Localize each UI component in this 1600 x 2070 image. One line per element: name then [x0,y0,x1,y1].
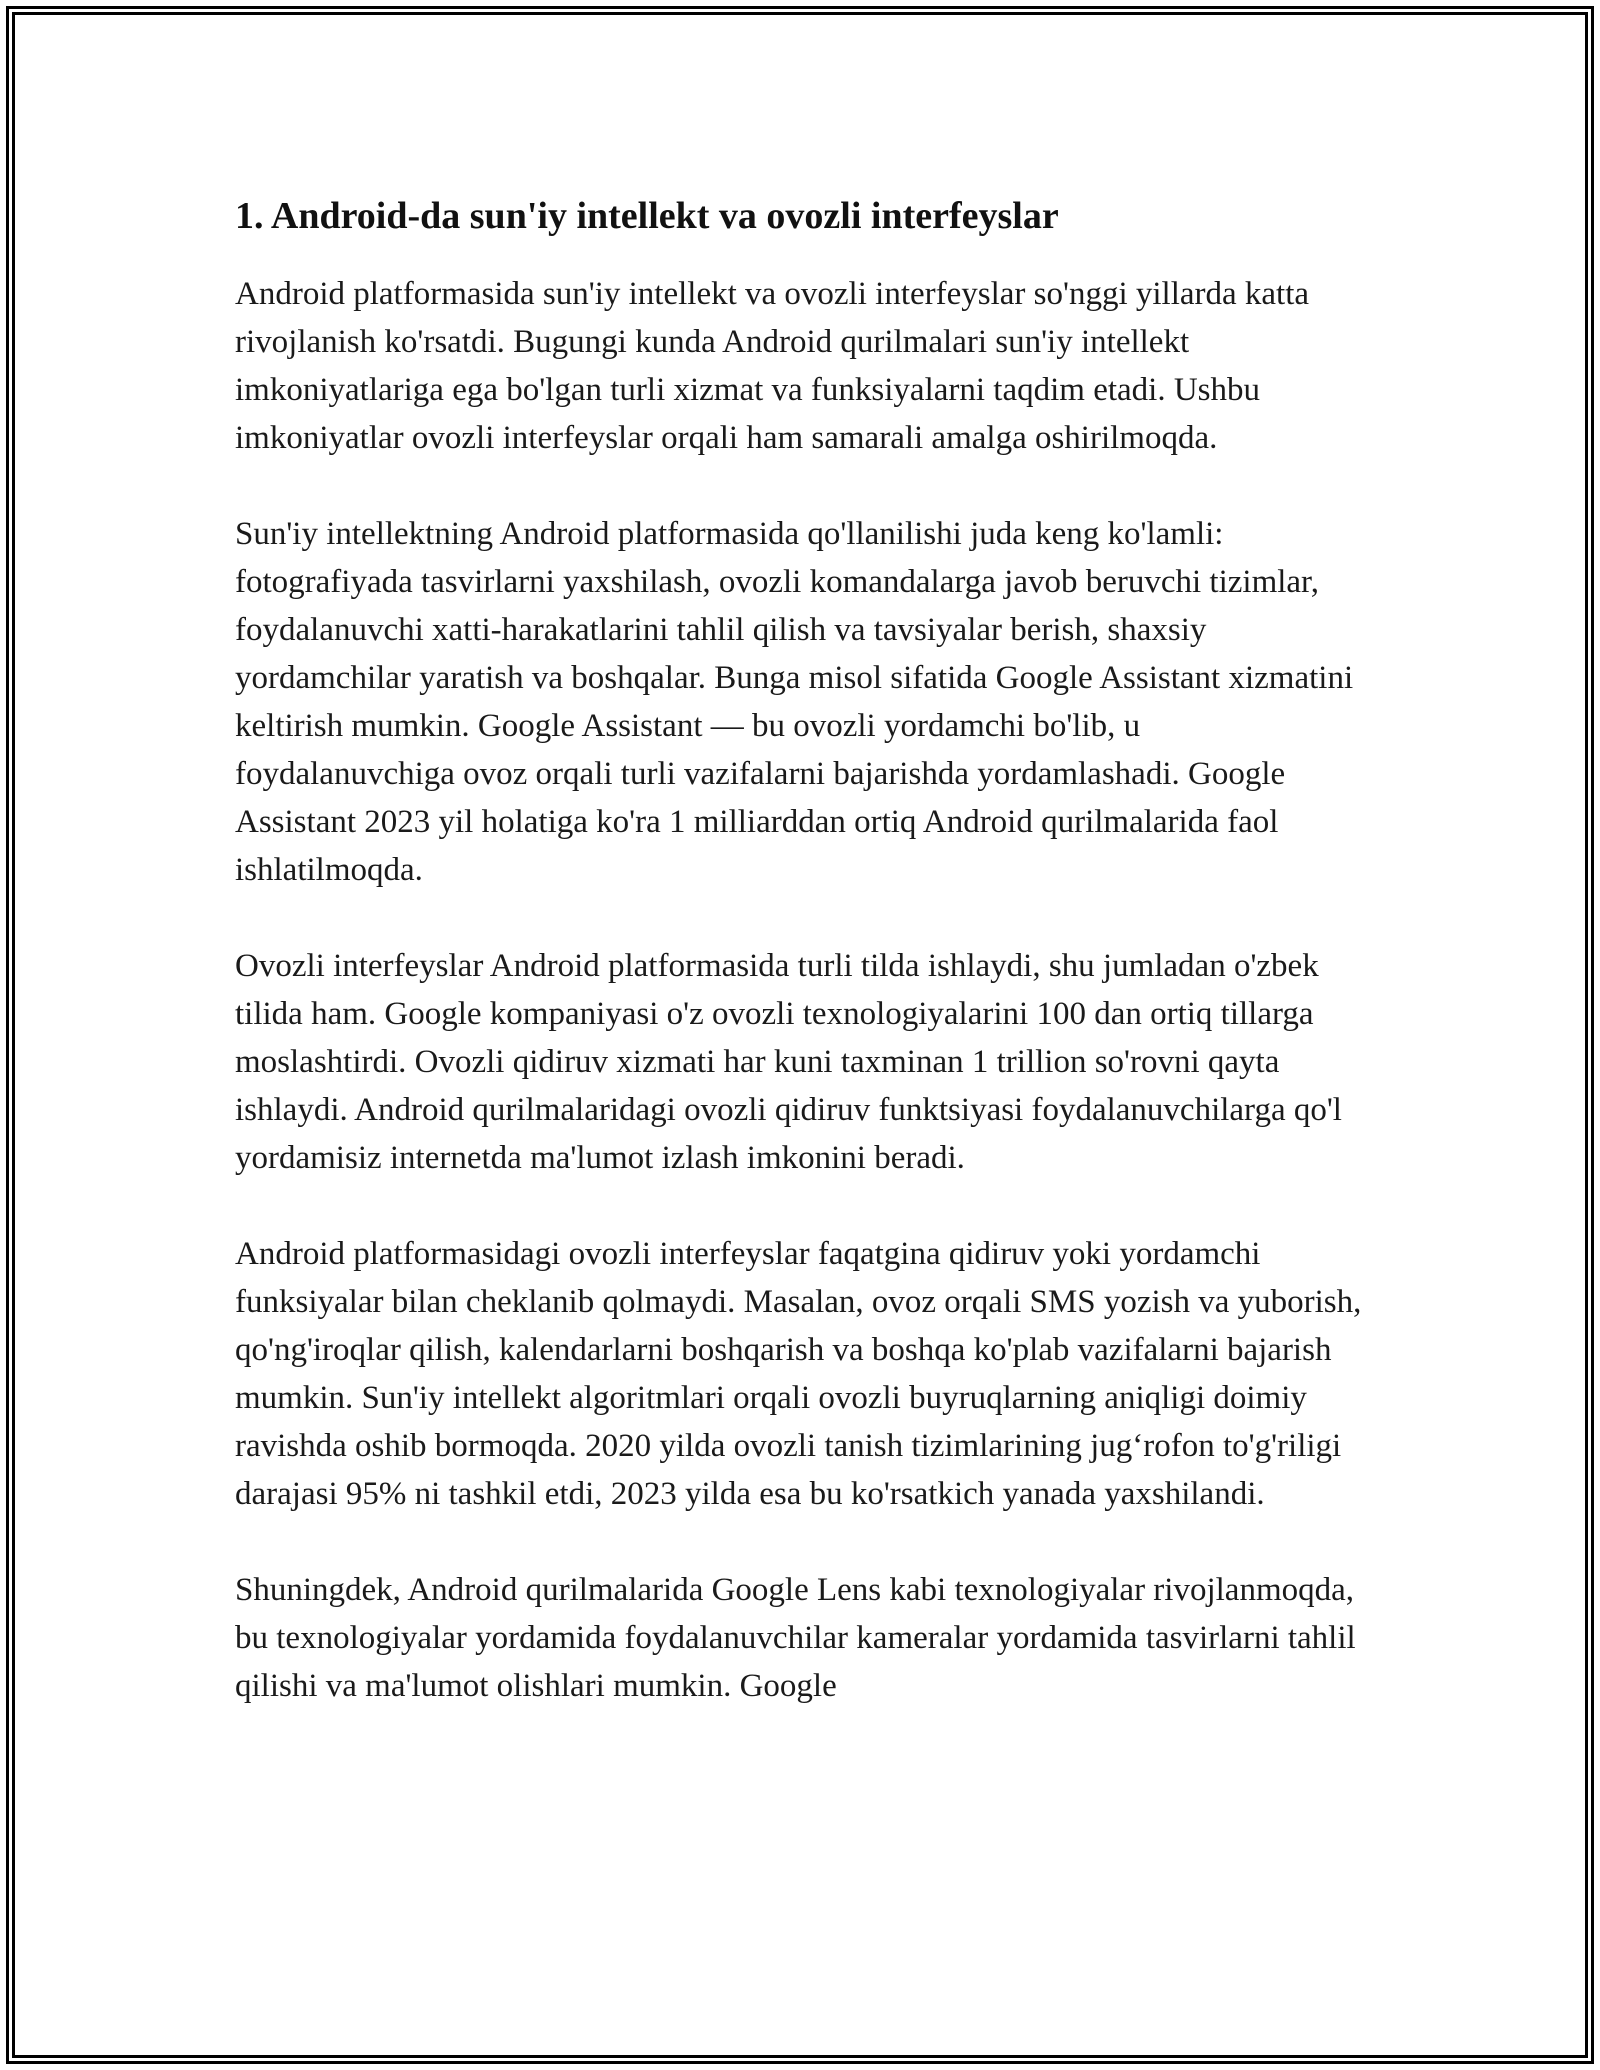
paragraph-intro: Android platformasida sun'iy intellekt va ovozli interfeyslar so'nggi yillarda katta rivojlanish ko'rsatdi. Bugungi kunda Android qurilmalari sun'iy intellekt imkoniyatlariga ega bo'lgan turli xizmat va funksiyalarni taqdim etadi. Ushbu imkoniyatlar ovozli interfeyslar orqali ham samarali amalga oshirilmoqda. [235,276,1310,456]
paragraph-ai-usage: Sun'iy intellektning Android platformasida qo'llanilishi juda keng ko'lamli: fotografiyada tasvirlarni yaxshilash, ovozli komandalarga javob beruvchi tizimlar, foydalanuvchi xatti-harakatlarini tahlil qilish va tavsiyalar berish, shaxsiy yordamchilar yaratish va boshqalar. Bunga misol sifatida Google Assistant xizmatini keltirish mumkin. Google Assistant — bu ovozli yordamchi bo'lib, u foydalanuvchiga ovoz orqali turli vazifalarni bajarishda yordamlashadi. Google Assistant 2023 yil holatiga ko'ra 1 milliarddan ortiq Android qurilmalarida faol ishlatilmoqda. [235,516,1354,888]
paragraph-languages: Ovozli interfeyslar Android platformasida turli tilda ishlaydi, shu jumladan o'zbek tilida ham. Google kompaniyasi o'z ovozli texnologiyalarini 100 dan ortiq tillarga moslashtirdi. Ovozli qidiruv xizmati har kuni taxminan 1 trillion so'rovni qayta ishlaydi. Android qurilmalaridagi ovozli qidiruv funktsiyasi foydalanuvchilarga qo'l yordamisiz internetda ma'lumot izlash imkonini beradi. [235,948,1342,1176]
section-heading: 1. Android-da sun'iy intellekt va ovozli interfeyslar [235,195,1059,237]
paragraph-google-lens: Shuningdek, Android qurilmalarida Google Lens kabi texnologiyalar rivojlanmoqda, bu texnologiyalar yordamida foydalanuvchilar kameralar yordamida tasvirlarni tahlil qilishi va ma'lumot olishlari mumkin. Google [235,1572,1356,1704]
paragraph-voice-functions: Android platformasidagi ovozli interfeyslar faqatgina qidiruv yoki yordamchi funksiyalar bilan cheklanib qolmaydi. Masalan, ovoz orqali SMS yozish va yuborish, qo'ng'iroqlar qilish, kalendarlarni boshqarish va boshqa ko'plab vazifalarni bajarish mumkin. Sun'iy intellekt algoritmlari orqali ovozli buyruqlarning aniqligi doimiy ravishda oshib bormoqda. 2020 yilda ovozli tanish tizimlarining jug‘rofon to'g'riligi darajasi 95% ni tashkil etdi, 2023 yilda esa bu ko'rsatkich yanada yaxshilandi. [235,1236,1362,1512]
document-body [235,192,1365,1758]
